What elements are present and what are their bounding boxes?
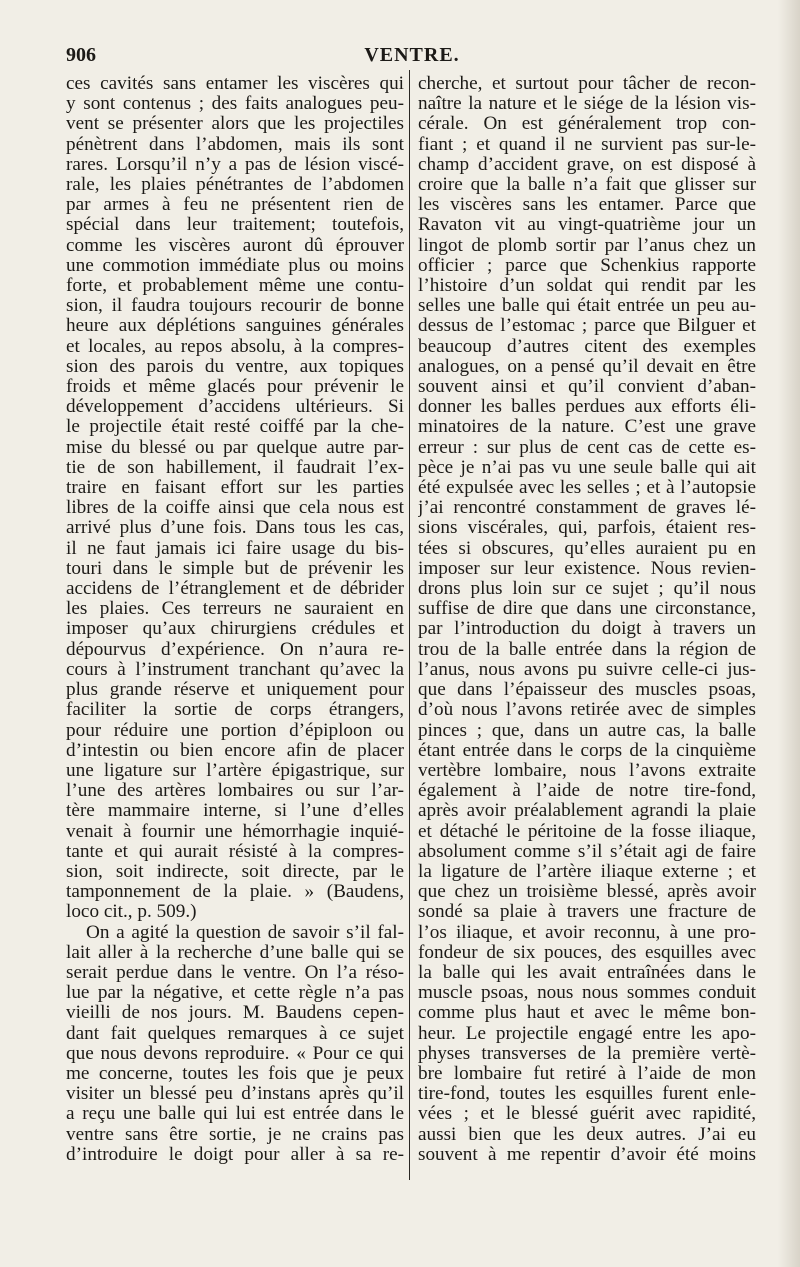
page-edge-shadow — [778, 0, 800, 1267]
text-line: pinces ; que, dans un autre cas, la balle — [418, 720, 756, 741]
text-line: dépourvus d’expérience. On n’aura re- — [66, 639, 404, 660]
text-line: donner les balles perdues aux efforts éli- — [418, 397, 756, 418]
text-line: l’os iliaque, et avoir reconnu, à une pro- — [418, 922, 756, 943]
text-line: rale, les plaies pénétrantes de l’abdomen — [66, 175, 404, 196]
text-line: la ligature de l’artère iliaque externe ; et — [418, 861, 756, 882]
text-line: tie de son habillement, il faudrait l’ex- — [66, 457, 404, 478]
text-line: loco cit., p. 509.) — [66, 902, 197, 923]
text-line: les viscères sans les entamer. Parce que — [418, 195, 756, 216]
text-line: naître la nature et le siége de la lésion vis- — [418, 94, 756, 115]
text-line: rares. Lorsqu’il n’y a pas de lésion viscé- — [66, 154, 404, 175]
text-line: physes transverses de la première vertè- — [418, 1043, 756, 1064]
text-line: traire en faisant effort sur les parties — [66, 478, 404, 499]
text-line: dant fait quelques remarques à ce sujet — [66, 1023, 404, 1044]
text-line: ventre sans être sortie, je ne crains pas — [66, 1124, 404, 1145]
text-line: une commotion immédiate plus ou moins — [66, 255, 404, 276]
text-line: l’histoire d’un soldat qui rendit par les — [418, 276, 756, 297]
text-line: lait aller à la recherche d’une balle qui se — [66, 942, 404, 963]
text-line: forte, et probablement même une contu- — [66, 276, 404, 297]
text-line: arrivé plus d’une fois. Dans tous les cas, — [66, 518, 404, 539]
text-line: le projectile était resté coiffé par la che- — [66, 417, 404, 438]
text-line: Ravaton vit au vingt-quatrième jour un — [418, 215, 756, 236]
text-line: étant entrée dans le corps de la cinquième — [418, 740, 756, 761]
text-line: officier ; parce que Schenkius rapporte — [418, 255, 756, 276]
text-line: souvent ainsi et qu’il convient d’aban- — [418, 377, 756, 398]
text-line: serait perdue dans le ventre. On l’a réso- — [66, 962, 404, 983]
text-line: lingot de plomb sortir par l’anus chez un — [418, 235, 756, 256]
text-line: erreur : sur plus de cent cas de cette es- — [418, 437, 756, 458]
text-line: cours à l’instrument tranchant qu’avec la — [66, 659, 404, 680]
text-line: dessus de l’estomac ; parce que Bilguer et — [418, 316, 756, 337]
text-line: la balle qui les avait entraînées dans le — [418, 962, 756, 983]
text-line: tire-fond, toutes les esquilles furent enle- — [418, 1084, 756, 1105]
text-line: pour réduire une portion d’épiploon ou — [66, 720, 404, 741]
text-line: comme plus haut et avec le même bon- — [418, 1003, 756, 1024]
text-line: venait à fournir une hémorrhagie inquié- — [66, 821, 404, 842]
text-line: libres de la coiffe ainsi que cela nous est — [66, 498, 404, 519]
text-line: tées si obscures, qu’elles auraient pu en — [418, 538, 756, 559]
text-line: vent se présenter alors que les projectiles — [66, 114, 404, 135]
text-line: imposer qu’aux chirurgiens crédules et — [66, 619, 404, 640]
text-line: analogues, on a pensé qu’il devait en être — [418, 356, 756, 377]
text-line: que nous devons reproduire. « Pour ce qui — [66, 1043, 404, 1064]
text-line: y sont contenus ; des faits analogues peu- — [66, 94, 404, 115]
text-line: sions viscérales, qui, parfois, étaient res- — [418, 518, 756, 539]
text-line: cérale. On est généralement trop con- — [418, 114, 756, 135]
text-line: pénètrent dans l’abdomen, mais ils sont — [66, 134, 404, 155]
text-line: souvent à me repentir d’avoir été moins — [418, 1144, 756, 1165]
text-line: l’une des artères lombaires ou sur l’ar- — [66, 781, 404, 802]
text-line: vertèbre lombaire, nous l’avons extraite — [418, 760, 756, 781]
text-line: que chez un troisième blessé, après avoir — [418, 882, 756, 903]
text-line: fiant ; et quand il ne survient pas sur-le- — [418, 134, 756, 155]
text-line: heur. Le projectile engagé entre les apo- — [418, 1023, 756, 1044]
running-title: VENTRE. — [364, 44, 460, 66]
text-line: drons plus loin sur ce sujet ; qu’il nous — [418, 579, 756, 600]
text-line: tère mammaire interne, si l’une d’elles — [66, 801, 404, 822]
text-line: comme les viscères auront dû éprouver — [66, 235, 404, 256]
text-line: spécial dans leur traitement; toutefois, — [66, 215, 404, 236]
text-line: développement d’accidens ultérieurs. Si — [66, 397, 404, 418]
text-line: accidens de l’étranglement et de débrider — [66, 579, 404, 600]
text-line: beaucoup d’autres citent des exemples — [418, 336, 756, 357]
text-line: fondeur de six pouces, des esquilles avec — [418, 942, 756, 963]
text-line: d’introduire le doigt pour aller à sa re- — [66, 1144, 404, 1165]
text-line: aussi bien que les deux autres. J’ai eu — [418, 1124, 756, 1145]
text-line: également à l’aide de notre tire-fond, — [418, 781, 756, 802]
text-line: sion, il faudra toujours recourir de bonne — [66, 296, 404, 317]
text-line: froids et même glacés pour prévenir le — [66, 377, 404, 398]
left-column — [66, 74, 404, 1165]
text-line: imposer sur leur existence. Nous revien- — [418, 558, 756, 579]
text-line: par armes à feu ne présentent rien de — [66, 195, 404, 216]
right-column — [418, 74, 756, 1165]
text-line: et locales, au repos absolu, à la compres- — [66, 336, 404, 357]
text-line: d’où nous l’avons retirée avec de simples — [418, 700, 756, 721]
text-line: vées ; et le blessé guérit avec rapidité, — [418, 1104, 756, 1125]
text-line: pèce je n’ai pas vu une seule balle qui ait — [418, 457, 756, 478]
text-line: champ d’accident grave, on est disposé à — [418, 154, 756, 175]
text-line: a reçu une balle qui lui est entrée dans le — [66, 1104, 404, 1125]
text-line: absolument comme s’il s’était agi de faire — [418, 841, 756, 862]
text-line: sion, soit indirecte, soit directe, par le — [66, 861, 404, 882]
text-line: que dans l’épaisseur des muscles psoas, — [418, 680, 756, 701]
text-line: j’ai rencontré constamment de graves lé- — [418, 498, 756, 519]
text-line: ces cavités sans entamer les viscères qui — [66, 74, 404, 94]
text-line: me concerne, toutes les fois que je peux — [66, 1063, 404, 1084]
text-line: lue par la négative, et cette règle n’a pas — [66, 983, 404, 1004]
text-line: vieilli de nos jours. M. Baudens cepen- — [66, 1003, 404, 1024]
text-line: tamponnement de la plaie. » (Baudens, — [66, 882, 404, 903]
page-header — [66, 44, 758, 72]
text-line: d’intestin ou bien encore afin de placer — [66, 740, 404, 761]
text-line: On a agité la question de savoir s’il fal- — [86, 922, 404, 943]
column-divider — [409, 70, 410, 1180]
text-line: touri dans le simple but de prévenir les — [66, 558, 404, 579]
text-line: et détaché le péritoine de la fosse iliaque, — [418, 821, 756, 842]
text-line: selles une balle qui était entrée un peu au- — [418, 296, 756, 317]
text-line: cherche, et surtout pour tâcher de recon- — [418, 74, 756, 94]
text-line: il ne faut jamais ici faire usage du bis- — [66, 538, 404, 559]
text-line: l’anus, nous avons pu suivre celle-ci jus- — [418, 659, 756, 680]
text-line: mise du blessé ou par quelque autre par- — [66, 437, 404, 458]
text-line: faciliter la sortie de corps étrangers, — [66, 700, 404, 721]
text-line: par l’introduction du doigt à travers un — [418, 619, 756, 640]
text-line: muscle psoas, nous nous sommes conduit — [418, 983, 756, 1004]
text-line: plus grande réserve et uniquement pour — [66, 680, 404, 701]
text-line: suffise de dire que dans une circonstance, — [418, 599, 756, 620]
text-line: une ligature sur l’artère épigastrique, sur — [66, 760, 404, 781]
text-line: été expulsée avec les selles ; et à l’autopsie — [418, 478, 756, 499]
text-line: trou de la balle entrée dans la région de — [418, 639, 756, 660]
text-line: croire que la balle n’a fait que glisser sur — [418, 175, 756, 196]
page-number: 906 — [66, 44, 96, 66]
text-line: minatoires de la nature. C’est une grave — [418, 417, 756, 438]
text-line: heure aux déplétions sanguines générales — [66, 316, 404, 337]
text-line: sion des parois du ventre, aux topiques — [66, 356, 404, 377]
text-line: tante et qui aurait résisté à la compres- — [66, 841, 404, 862]
text-line: après avoir préalablement agrandi la plaie — [418, 801, 756, 822]
text-line: les plaies. Ces terreurs ne sauraient en — [66, 599, 404, 620]
text-line: bre lombaire fut retiré à l’aide de mon — [418, 1063, 756, 1084]
text-line: visiter un blessé peu d’instans après qu’il — [66, 1084, 404, 1105]
text-line: sondé sa plaie à travers une fracture de — [418, 902, 756, 923]
